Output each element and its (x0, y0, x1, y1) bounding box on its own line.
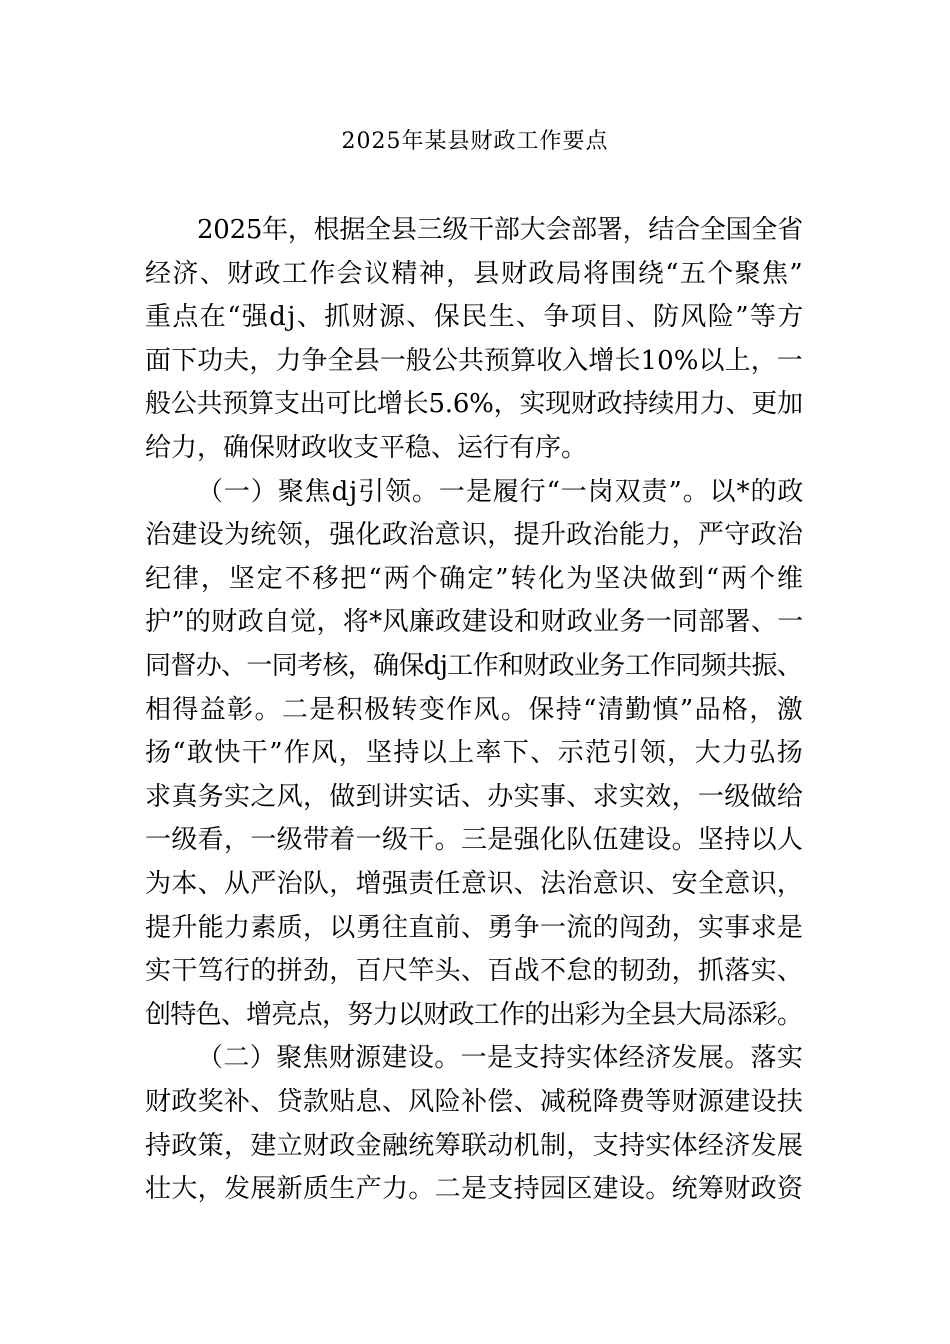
body-line: 经济、财政工作会议精神，县财政局将围绕“五个聚焦” (145, 259, 805, 289)
body-line: 扬“敢快干”作风，坚持以上率下、示范引领，大力弘扬 (145, 738, 805, 768)
body-line: （二）聚焦财源建设。一是支持实体经济发展。落实 (197, 1043, 804, 1073)
body-line: 护”的财政自觉，将*风廉政建设和财政业务一同部署、一 (145, 607, 804, 637)
body-line: 实干笃行的拼劲，百尺竿头、百战不怠的韧劲，抓落实、 (145, 956, 804, 986)
body-line: 持政策，建立财政金融统筹联动机制，支持实体经济发展 (145, 1131, 804, 1161)
body-line: 提升能力素质，以勇往直前、勇争一流的闯劲，实事求是 (145, 913, 804, 943)
body-line: （一）聚焦dj引领。一是履行“一岗双责”。以*的政 (197, 477, 805, 507)
body-line: 财政奖补、贷款贴息、风险补偿、减税降费等财源建设扶 (145, 1087, 804, 1117)
body-line: 面下功夫，力争全县一般公共预算收入增长10%以上，一 (145, 346, 803, 376)
body-line: 同督办、一同考核，确保dj工作和财政业务工作同频共振、 (145, 651, 803, 681)
body-line: 求真务实之风，做到讲实话、办实事、求实效，一级做给 (145, 782, 804, 812)
body-line: 壮大，发展新质生产力。二是支持园区建设。统筹财政资 (145, 1174, 804, 1204)
body-line: 一级看，一级带着一级干。三是强化队伍建设。坚持以人 (145, 825, 804, 855)
body-line: 创特色、增亮点，努力以财政工作的出彩为全县大局添彩。 (145, 1000, 803, 1030)
body-line: 2025年，根据全县三级干部大会部署，结合全国全省 (197, 215, 803, 245)
body-line: 给力，确保财政收支平稳、运行有序。 (145, 433, 588, 463)
body-line: 治建设为统领，强化政治意识，提升政治能力，严守政治 (145, 520, 804, 550)
body-line: 相得益彰。二是积极转变作风。保持“清勤慎”品格，激 (145, 695, 805, 725)
body-line: 重点在“强dj、抓财源、保民生、争项目、防风险”等方 (145, 302, 805, 332)
document-title: 2025年某县财政工作要点 (341, 129, 609, 154)
body-line: 为本、从严治队，增强责任意识、法治意识、安全意识， (145, 869, 804, 899)
body-line: 般公共预算支出可比增长5.6%，实现财政持续用力、更加 (145, 389, 803, 419)
body-line: 纪律，坚定不移把“两个确定”转化为坚决做到“两个维 (145, 564, 805, 594)
